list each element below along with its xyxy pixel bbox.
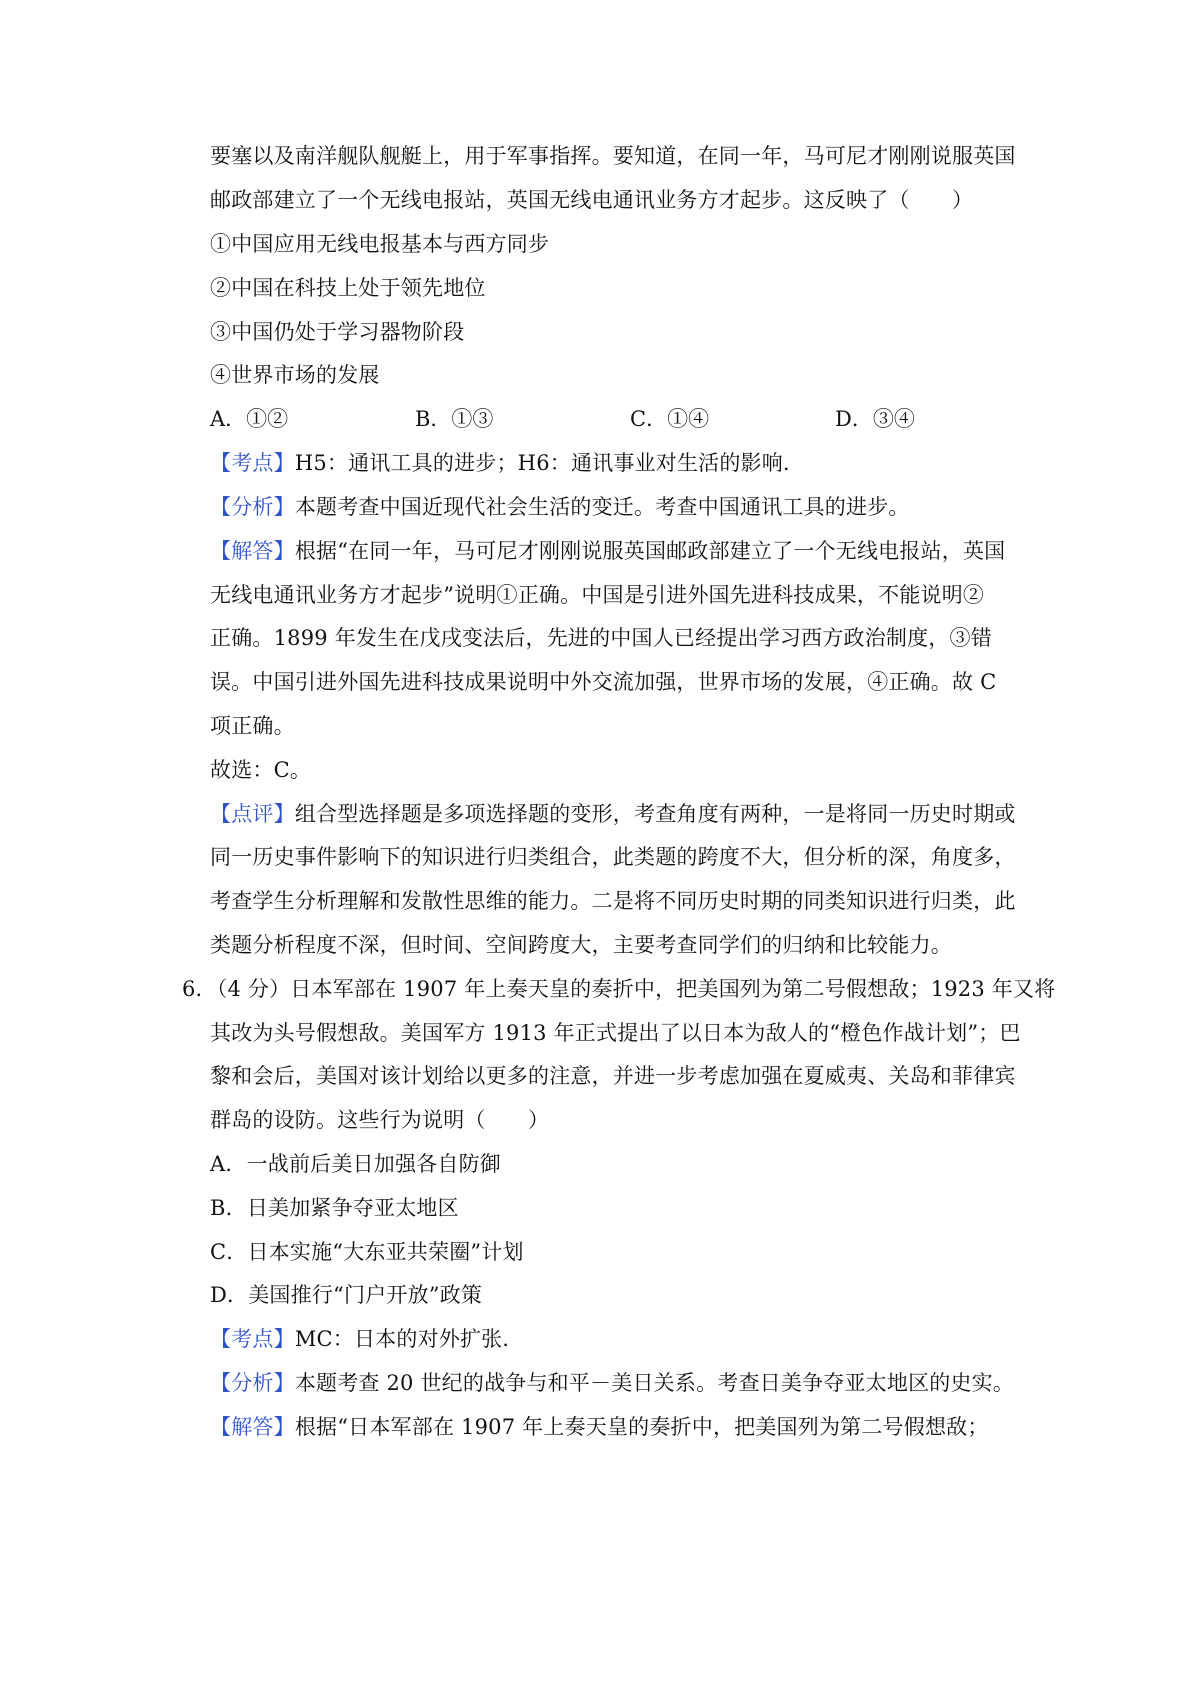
q5-dianping-line-4: 类题分析程度不深，但时间、空间跨度大，主要考查同学们的归纳和比较能力。 xyxy=(210,933,952,957)
q5-dianping-line-3: 考查学生分析理解和发散性思维的能力。二是将不同历史时期的同类知识进行归类，此 xyxy=(210,889,1016,913)
q5-jieda-line-2: 无线电通讯业务方才起步”说明①正确。中国是引进外国先进科技成果，不能说明② xyxy=(210,583,985,607)
jieda-text: 根据“日本军部在 1907 年上奏天皇的奏折中，把美国列为第二号假想敌； xyxy=(294,1415,989,1439)
q5-statement-3: ③中国仍处于学习器物阶段 xyxy=(210,320,465,344)
kaodian-text: MC：日本的对外扩张． xyxy=(294,1327,524,1351)
q6-stem-line-2: 其改为头号假想敌。美国军方 1913 年正式提出了以日本为敌人的“橙色作战计划”；巴 xyxy=(210,1021,1021,1045)
q5-dianping xyxy=(210,799,1016,829)
q5-fenxi xyxy=(210,492,910,522)
q5-kaodian xyxy=(210,448,804,478)
q5-dianping-line-2: 同一历史事件影响下的知识进行归类组合，此类题的跨度不大，但分析的深，角度多， xyxy=(210,845,1016,869)
jieda-tag: 【解答】 xyxy=(210,1415,295,1439)
q5-options xyxy=(210,404,1010,434)
q5-statement-2: ②中国在科技上处于领先地位 xyxy=(210,276,486,300)
jieda-tag: 【解答】 xyxy=(210,539,295,563)
q5-option-c: C．①④ xyxy=(630,407,710,431)
q5-option-d: D．③④ xyxy=(835,407,915,431)
q5-jieda-line-4: 误。中国引进外国先进科技成果说明中外交流加强，世界市场的发展，④正确。故 C xyxy=(210,670,997,694)
jieda-text-first: 根据“在同一年，马可尼才刚刚说服英国邮政部建立了一个无线电报站，英国 xyxy=(294,539,1006,563)
fenxi-tag: 【分析】 xyxy=(210,1371,295,1395)
dianping-tag: 【点评】 xyxy=(210,802,295,826)
q5-statement-1: ①中国应用无线电报基本与西方同步 xyxy=(210,232,550,256)
q6-stem-line-3: 黎和会后，美国对该计划给以更多的注意，并进一步考虑加强在夏威夷、关岛和菲律宾 xyxy=(210,1064,1016,1088)
q5-jieda xyxy=(210,536,1005,566)
q6-option-c: C．日本实施“大东亚共荣圈”计划 xyxy=(210,1240,524,1264)
kaodian-tag: 【考点】 xyxy=(210,1327,295,1351)
q5-option-b: B．①③ xyxy=(415,407,494,431)
q5-statement-4: ④世界市场的发展 xyxy=(210,363,380,387)
q6-stem-line-4: 群岛的设防。这些行为说明（ ） xyxy=(210,1108,550,1132)
q5-stem-line-1: 要塞以及南洋舰队舰艇上，用于军事指挥。要知道，在同一年，马可尼才刚刚说服英国 xyxy=(210,144,1016,168)
dianping-text-first: 组合型选择题是多项选择题的变形，考查角度有两种，一是将同一历史时期或 xyxy=(294,802,1016,826)
q6-option-a: A．一战前后美日加强各自防御 xyxy=(210,1152,501,1176)
kaodian-tag: 【考点】 xyxy=(210,451,295,475)
q6-stem-line-1: 6．（4 分）日本军部在 1907 年上奏天皇的奏折中，把美国列为第二号假想敌；1923 年又将 xyxy=(182,977,1056,1001)
fenxi-text: 本题考查 20 世纪的战争与和平－美日关系。考查日美争夺亚太地区的史实。 xyxy=(294,1371,1015,1395)
q6-kaodian xyxy=(210,1324,524,1354)
q5-stem-line-2: 邮政部建立了一个无线电报站，英国无线电通讯业务方才起步。这反映了（ ） xyxy=(210,188,974,212)
q5-jieda-line-3: 正确。1899 年发生在戊戌变法后，先进的中国人已经提出学习西方政治制度，③错 xyxy=(210,626,992,650)
fenxi-tag: 【分析】 xyxy=(210,495,295,519)
q6-fenxi xyxy=(210,1368,1014,1398)
fenxi-text: 本题考查中国近现代社会生活的变迁。考查中国通讯工具的进步。 xyxy=(294,495,910,519)
q5-jieda-line-5: 项正确。 xyxy=(210,714,295,738)
q6-jieda xyxy=(210,1412,989,1442)
q6-option-b: B．日美加紧争夺亚太地区 xyxy=(210,1196,459,1220)
q6-option-d: D．美国推行“门户开放”政策 xyxy=(210,1283,483,1307)
q5-answer: 故选：C。 xyxy=(210,758,312,782)
kaodian-text: H5：通讯工具的进步；H6：通讯事业对生活的影响． xyxy=(294,451,805,475)
q5-option-a: A．①② xyxy=(210,407,289,431)
